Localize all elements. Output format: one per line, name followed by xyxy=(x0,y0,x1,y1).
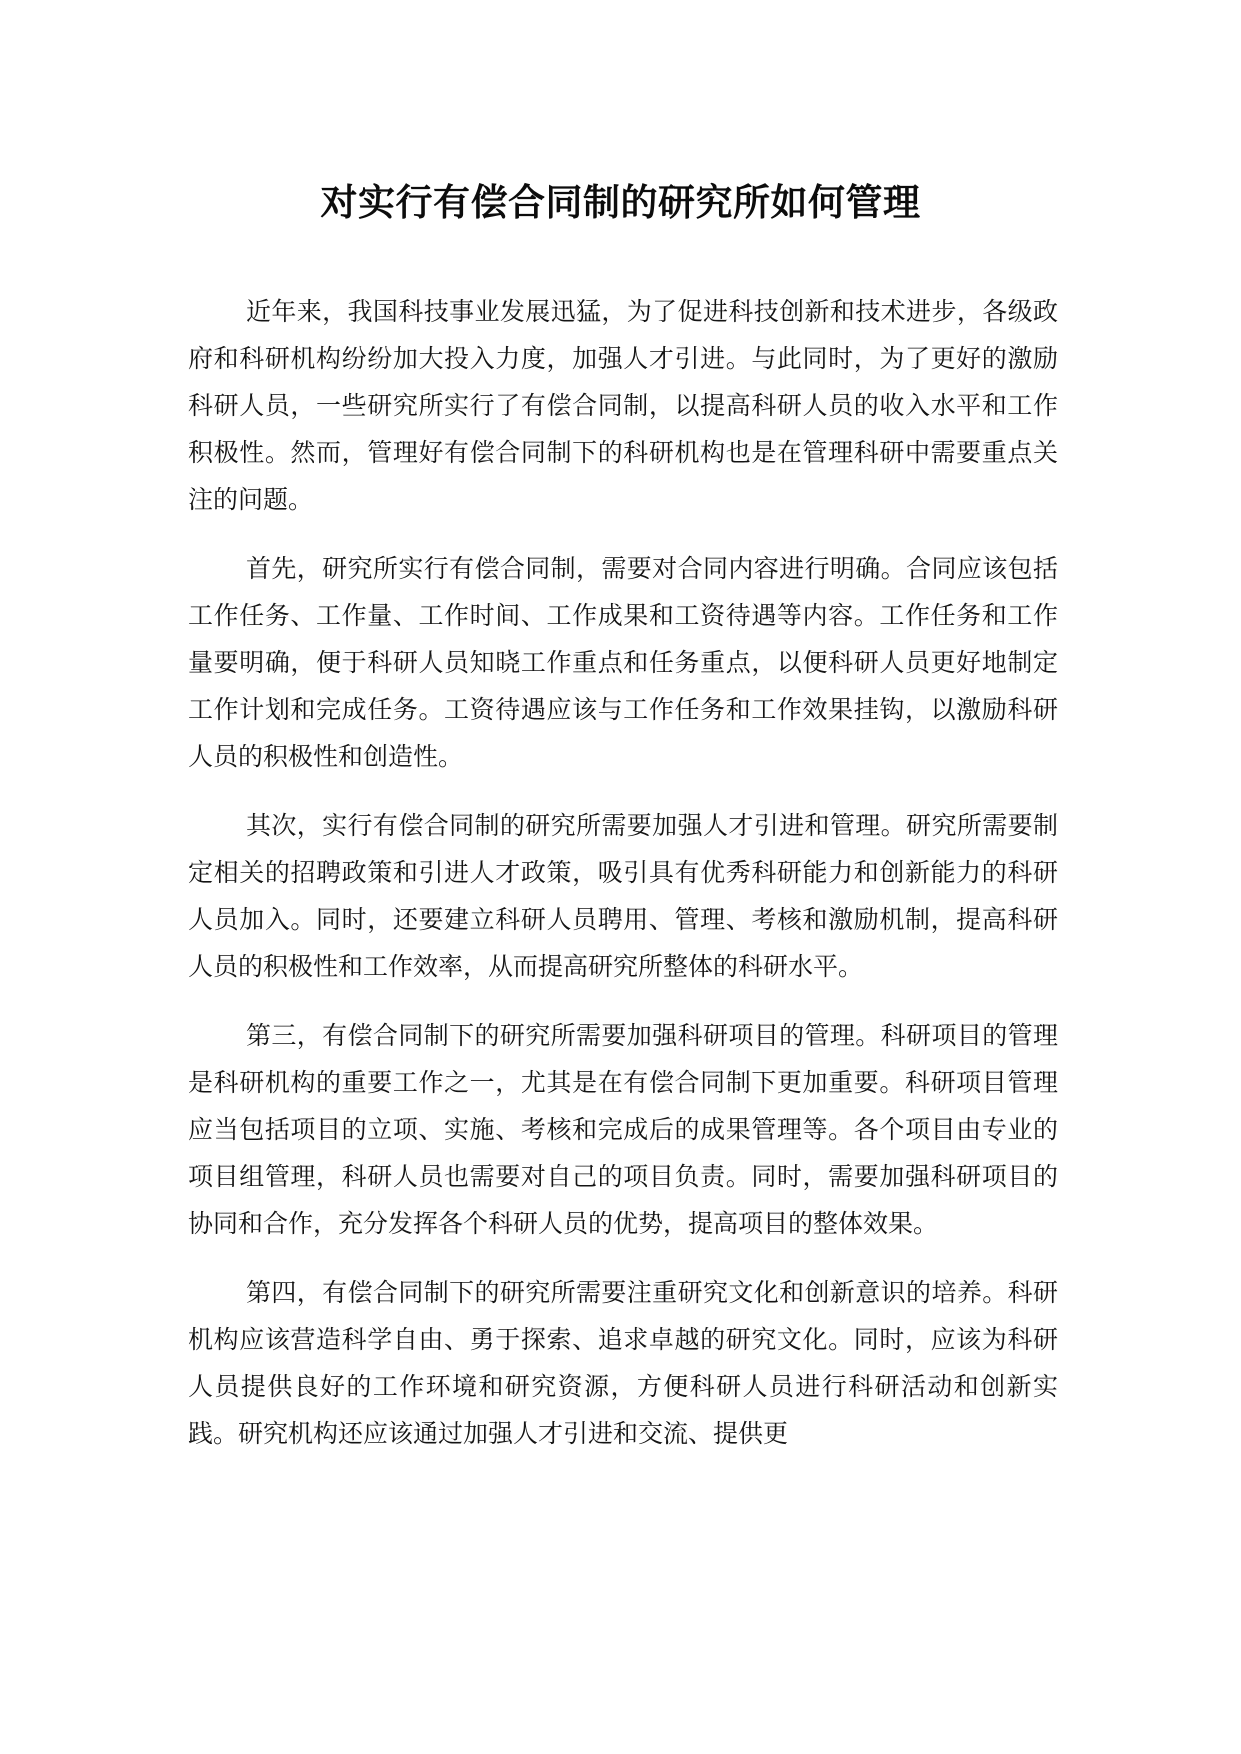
paragraph-second: 其次，实行有偿合同制的研究所需要加强人才引进和管理。研究所需要制定相关的招聘政策和引进人才政策，吸引具有优秀科研能力和创新能力的科研人员加入。同时，还要建立科研人员聘用、管理、考核和激励机制，提高科研人员的积极性和工作效率，从而提高研究所整体的科研水平。 xyxy=(188,811,1058,981)
paragraph-intro: 近年来，我国科技事业发展迅猛，为了促进科技创新和技术进步，各级政府和科研机构纷纷加大投入力度，加强人才引进。与此同时，为了更好的激励科研人员，一些研究所实行了有偿合同制，以提高科研人员的收入水平和工作积极性。然而，管理好有偿合同制下的科研机构也是在管理科研中需要重点关注的问题。 xyxy=(188,297,1058,514)
paragraph-first: 首先，研究所实行有偿合同制，需要对合同内容进行明确。合同应该包括工作任务、工作量、工作时间、工作成果和工资待遇等内容。工作任务和工作量要明确，便于科研人员知晓工作重点和任务重点，以便科研人员更好地制定工作计划和完成任务。工资待遇应该与工作任务和工作效果挂钩，以激励科研人员的积极性和创造性。 xyxy=(188,554,1058,771)
paragraph-third: 第三，有偿合同制下的研究所需要加强科研项目的管理。科研项目的管理是科研机构的重要工作之一，尤其是在有偿合同制下更加重要。科研项目管理应当包括项目的立项、实施、考核和完成后的成果管理等。各个项目由专业的项目组管理，科研人员也需要对自己的项目负责。同时，需要加强科研项目的协同和合作，充分发挥各个科研人员的优势，提高项目的整体效果。 xyxy=(188,1021,1058,1238)
document-body xyxy=(188,288,1058,1479)
document-title: 对实行有偿合同制的研究所如何管理 xyxy=(320,181,921,224)
paragraph-fourth: 第四，有偿合同制下的研究所需要注重研究文化和创新意识的培养。科研机构应该营造科学自由、勇于探索、追求卓越的研究文化。同时，应该为科研人员提供良好的工作环境和研究资源，方便科研人员进行科研活动和创新实践。研究机构还应该通过加强人才引进和交流、提供更 xyxy=(188,1278,1058,1448)
